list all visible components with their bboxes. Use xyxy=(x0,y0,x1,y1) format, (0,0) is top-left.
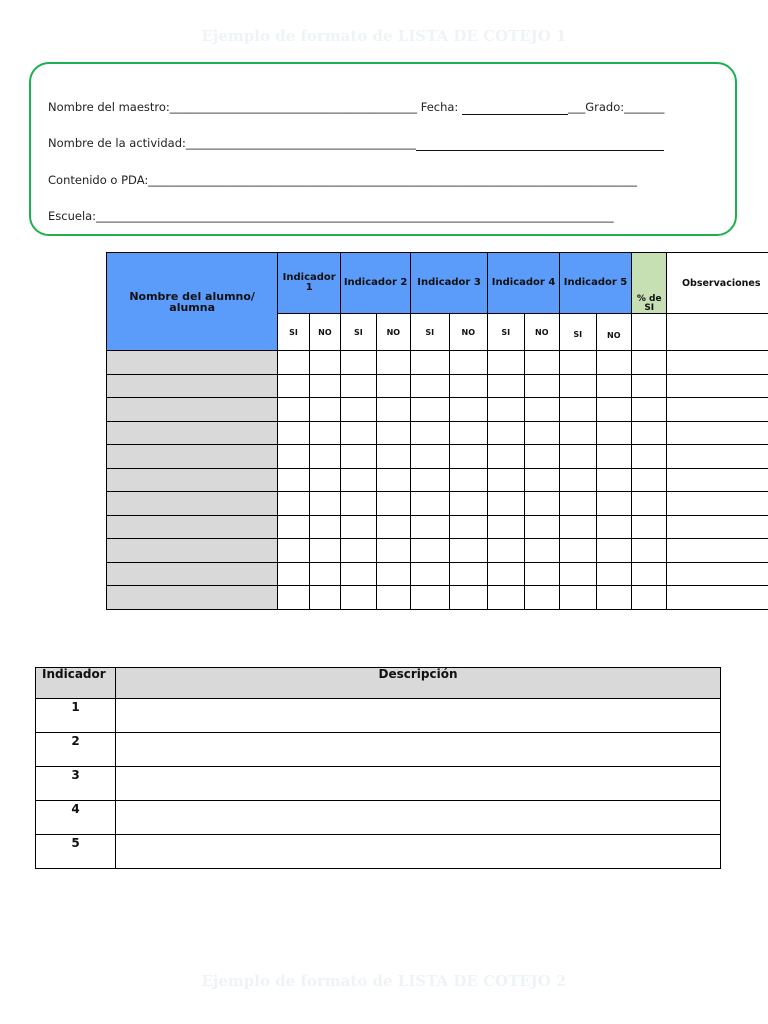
percent-header: % de SI xyxy=(632,253,667,314)
si-cell[interactable] xyxy=(278,351,309,375)
si-cell[interactable] xyxy=(411,586,450,610)
percent-cell[interactable] xyxy=(632,398,667,422)
percent-subcell xyxy=(632,314,667,351)
observations-cell[interactable] xyxy=(667,515,768,539)
no-cell[interactable] xyxy=(449,398,488,422)
indicator-4-header: Indicador 4 xyxy=(488,253,560,314)
si-cell[interactable] xyxy=(341,562,376,586)
no-cell[interactable] xyxy=(376,468,410,492)
no-cell[interactable] xyxy=(309,398,340,422)
si-cell[interactable] xyxy=(560,351,596,375)
student-row xyxy=(107,539,768,563)
description-table xyxy=(35,667,721,869)
date-label: Fecha: xyxy=(420,100,459,114)
no-cell[interactable] xyxy=(524,445,559,469)
si-cell[interactable] xyxy=(341,586,376,610)
checklist-table xyxy=(106,252,768,610)
indicator-number: 1 xyxy=(36,699,116,733)
si-cell[interactable] xyxy=(341,421,376,445)
description-cell[interactable] xyxy=(116,699,721,733)
no-cell[interactable] xyxy=(596,562,631,586)
no-cell[interactable] xyxy=(309,539,340,563)
si-cell[interactable] xyxy=(560,562,596,586)
no-cell[interactable] xyxy=(524,492,559,516)
info-box xyxy=(29,62,737,236)
no-cell[interactable] xyxy=(524,421,559,445)
si-cell[interactable] xyxy=(411,492,450,516)
ghost-title-top: Ejemplo de formato de LISTA DE COTEJO 1 xyxy=(201,27,567,45)
observations-cell[interactable] xyxy=(667,351,768,375)
student-name-cell[interactable] xyxy=(107,398,278,422)
no-cell[interactable] xyxy=(376,539,410,563)
student-row xyxy=(107,562,768,586)
student-row xyxy=(107,398,768,422)
indicator-number: 5 xyxy=(36,835,116,869)
percent-cell[interactable] xyxy=(632,468,667,492)
si-header: SI xyxy=(411,314,450,351)
si-cell[interactable] xyxy=(560,492,596,516)
content-blank[interactable]: _____________________________________________________________________________________ xyxy=(148,173,637,187)
si-cell[interactable] xyxy=(488,562,524,586)
si-cell[interactable] xyxy=(278,374,309,398)
si-cell[interactable] xyxy=(560,468,596,492)
si-cell[interactable] xyxy=(341,539,376,563)
si-cell[interactable] xyxy=(411,398,450,422)
student-row xyxy=(107,351,768,375)
student-row xyxy=(107,468,768,492)
grade-label: Grado: xyxy=(585,100,625,114)
si-cell[interactable] xyxy=(560,586,596,610)
percent-cell[interactable] xyxy=(632,351,667,375)
description-cell[interactable] xyxy=(116,733,721,767)
student-row xyxy=(107,374,768,398)
si-cell[interactable] xyxy=(341,468,376,492)
no-cell[interactable] xyxy=(596,421,631,445)
si-cell[interactable] xyxy=(488,445,524,469)
no-cell[interactable] xyxy=(449,374,488,398)
student-name-cell[interactable] xyxy=(107,492,278,516)
si-cell[interactable] xyxy=(341,492,376,516)
no-cell[interactable] xyxy=(309,421,340,445)
si-cell[interactable] xyxy=(560,398,596,422)
no-cell[interactable] xyxy=(309,374,340,398)
no-cell[interactable] xyxy=(309,562,340,586)
no-cell[interactable] xyxy=(596,468,631,492)
percent-cell[interactable] xyxy=(632,539,667,563)
activity-line xyxy=(48,136,664,151)
si-cell[interactable] xyxy=(278,562,309,586)
percent-cell[interactable] xyxy=(632,586,667,610)
si-header: SI xyxy=(488,314,524,351)
observations-cell[interactable] xyxy=(667,398,768,422)
si-cell[interactable] xyxy=(560,421,596,445)
observations-cell[interactable] xyxy=(667,586,768,610)
percent-cell[interactable] xyxy=(632,445,667,469)
student-name-cell[interactable] xyxy=(107,515,278,539)
si-cell[interactable] xyxy=(278,398,309,422)
observations-cell[interactable] xyxy=(667,562,768,586)
no-header: NO xyxy=(376,314,410,351)
no-cell[interactable] xyxy=(449,562,488,586)
si-cell[interactable] xyxy=(278,492,309,516)
no-cell[interactable] xyxy=(449,539,488,563)
student-name-cell[interactable] xyxy=(107,539,278,563)
observations-cell[interactable] xyxy=(667,492,768,516)
si-cell[interactable] xyxy=(411,468,450,492)
si-cell[interactable] xyxy=(341,351,376,375)
teacher-blank[interactable]: ___________________________________________ xyxy=(169,100,418,114)
no-cell[interactable] xyxy=(309,515,340,539)
student-row xyxy=(107,515,768,539)
percent-cell[interactable] xyxy=(632,562,667,586)
no-cell[interactable] xyxy=(376,374,410,398)
grade-blank[interactable]: _______ xyxy=(624,100,665,114)
content-label: Contenido o PDA: xyxy=(48,173,149,187)
student-name-cell[interactable] xyxy=(107,445,278,469)
no-cell[interactable] xyxy=(596,492,631,516)
percent-cell[interactable] xyxy=(632,374,667,398)
student-row xyxy=(107,492,768,516)
no-header: NO xyxy=(596,314,631,351)
indicator-number: 2 xyxy=(36,733,116,767)
si-cell[interactable] xyxy=(411,374,450,398)
no-cell[interactable] xyxy=(596,539,631,563)
observations-cell[interactable] xyxy=(667,445,768,469)
percent-cell[interactable] xyxy=(632,515,667,539)
indicator-5-header: Indicador 5 xyxy=(560,253,632,314)
no-cell[interactable] xyxy=(524,562,559,586)
si-cell[interactable] xyxy=(560,445,596,469)
si-cell[interactable] xyxy=(341,445,376,469)
si-cell[interactable] xyxy=(341,515,376,539)
description-column-header: Descripción xyxy=(116,668,721,699)
school-blank[interactable]: __________________________________________________________________________________________ xyxy=(96,209,614,223)
no-header: NO xyxy=(524,314,559,351)
activity-blank[interactable]: ________________________________________ xyxy=(185,136,416,150)
si-cell[interactable] xyxy=(411,421,450,445)
no-cell[interactable] xyxy=(309,351,340,375)
si-cell[interactable] xyxy=(488,515,524,539)
student-name-cell[interactable] xyxy=(107,374,278,398)
si-cell[interactable] xyxy=(488,374,524,398)
indicator-number: 3 xyxy=(36,767,116,801)
no-cell[interactable] xyxy=(524,468,559,492)
si-cell[interactable] xyxy=(488,421,524,445)
si-cell[interactable] xyxy=(341,374,376,398)
no-cell[interactable] xyxy=(596,445,631,469)
checklist-body xyxy=(107,351,768,610)
observations-cell[interactable] xyxy=(667,374,768,398)
description-cell[interactable] xyxy=(116,801,721,835)
no-cell[interactable] xyxy=(376,515,410,539)
no-cell[interactable] xyxy=(596,586,631,610)
si-cell[interactable] xyxy=(560,539,596,563)
indicator-number: 4 xyxy=(36,801,116,835)
percent-cell[interactable] xyxy=(632,492,667,516)
si-cell[interactable] xyxy=(278,539,309,563)
no-cell[interactable] xyxy=(524,515,559,539)
school-line xyxy=(48,209,614,223)
si-header: SI xyxy=(278,314,309,351)
si-cell[interactable] xyxy=(488,398,524,422)
si-cell[interactable] xyxy=(278,468,309,492)
description-cell[interactable] xyxy=(116,835,721,869)
si-cell[interactable] xyxy=(560,515,596,539)
description-cell[interactable] xyxy=(116,767,721,801)
activity-blank-thick[interactable] xyxy=(416,136,664,151)
no-cell[interactable] xyxy=(309,445,340,469)
si-cell[interactable] xyxy=(488,492,524,516)
si-cell[interactable] xyxy=(560,374,596,398)
student-name-cell[interactable] xyxy=(107,562,278,586)
no-cell[interactable] xyxy=(524,539,559,563)
no-cell[interactable] xyxy=(596,374,631,398)
teacher-line: Nombre del maestro:___________________________________________ Fecha: ___Grado:_______ xyxy=(48,100,665,114)
si-cell[interactable] xyxy=(488,539,524,563)
no-cell[interactable] xyxy=(524,351,559,375)
no-cell[interactable] xyxy=(309,586,340,610)
no-cell[interactable] xyxy=(449,586,488,610)
indicator-1-header: Indicador 1 xyxy=(278,253,341,314)
indicator-2-header: Indicador 2 xyxy=(341,253,411,314)
student-name-header: Nombre del alumno/ alumna xyxy=(107,253,278,351)
date-blank[interactable] xyxy=(462,100,568,115)
si-cell[interactable] xyxy=(488,468,524,492)
activity-label: Nombre de la actividad: xyxy=(48,136,186,150)
no-cell[interactable] xyxy=(449,351,488,375)
no-header: NO xyxy=(449,314,488,351)
observations-cell[interactable] xyxy=(667,539,768,563)
si-cell[interactable] xyxy=(278,586,309,610)
observations-header: Observaciones xyxy=(667,253,768,314)
student-name-cell[interactable] xyxy=(107,586,278,610)
percent-cell[interactable] xyxy=(632,421,667,445)
no-header: NO xyxy=(309,314,340,351)
si-cell[interactable] xyxy=(278,515,309,539)
si-cell[interactable] xyxy=(278,445,309,469)
no-cell[interactable] xyxy=(524,374,559,398)
student-row xyxy=(107,445,768,469)
ghost-title-bottom: Ejemplo de formato de LISTA DE COTEJO 2 xyxy=(201,972,567,990)
si-cell[interactable] xyxy=(411,539,450,563)
student-name-cell[interactable] xyxy=(107,351,278,375)
si-header: SI xyxy=(341,314,376,351)
no-cell[interactable] xyxy=(596,351,631,375)
no-cell[interactable] xyxy=(309,492,340,516)
si-cell[interactable] xyxy=(278,421,309,445)
si-cell[interactable] xyxy=(341,398,376,422)
si-cell[interactable] xyxy=(411,445,450,469)
no-cell[interactable] xyxy=(376,586,410,610)
observations-cell[interactable] xyxy=(667,468,768,492)
no-cell[interactable] xyxy=(376,398,410,422)
school-label: Escuela: xyxy=(48,209,97,223)
content-line xyxy=(48,173,637,187)
indicator-column-header: Indicador xyxy=(36,668,116,699)
indicator-3-header: Indicador 3 xyxy=(411,253,488,314)
no-cell[interactable] xyxy=(449,421,488,445)
no-cell[interactable] xyxy=(449,445,488,469)
no-cell[interactable] xyxy=(596,515,631,539)
observations-subcell xyxy=(667,314,768,351)
no-cell[interactable] xyxy=(376,421,410,445)
si-cell[interactable] xyxy=(488,586,524,610)
no-cell[interactable] xyxy=(376,492,410,516)
si-cell[interactable] xyxy=(488,351,524,375)
no-cell[interactable] xyxy=(596,398,631,422)
observations-cell[interactable] xyxy=(667,421,768,445)
student-row xyxy=(107,586,768,610)
si-header: SI xyxy=(560,314,596,351)
no-cell[interactable] xyxy=(449,492,488,516)
no-cell[interactable] xyxy=(449,468,488,492)
student-name-cell[interactable] xyxy=(107,468,278,492)
si-cell[interactable] xyxy=(411,515,450,539)
si-cell[interactable] xyxy=(411,351,450,375)
student-row xyxy=(107,421,768,445)
no-cell[interactable] xyxy=(309,468,340,492)
no-cell[interactable] xyxy=(376,562,410,586)
no-cell[interactable] xyxy=(376,351,410,375)
no-cell[interactable] xyxy=(524,398,559,422)
no-cell[interactable] xyxy=(376,445,410,469)
student-name-cell[interactable] xyxy=(107,421,278,445)
teacher-label: Nombre del maestro: xyxy=(48,100,170,114)
no-cell[interactable] xyxy=(524,586,559,610)
si-cell[interactable] xyxy=(411,562,450,586)
no-cell[interactable] xyxy=(449,515,488,539)
